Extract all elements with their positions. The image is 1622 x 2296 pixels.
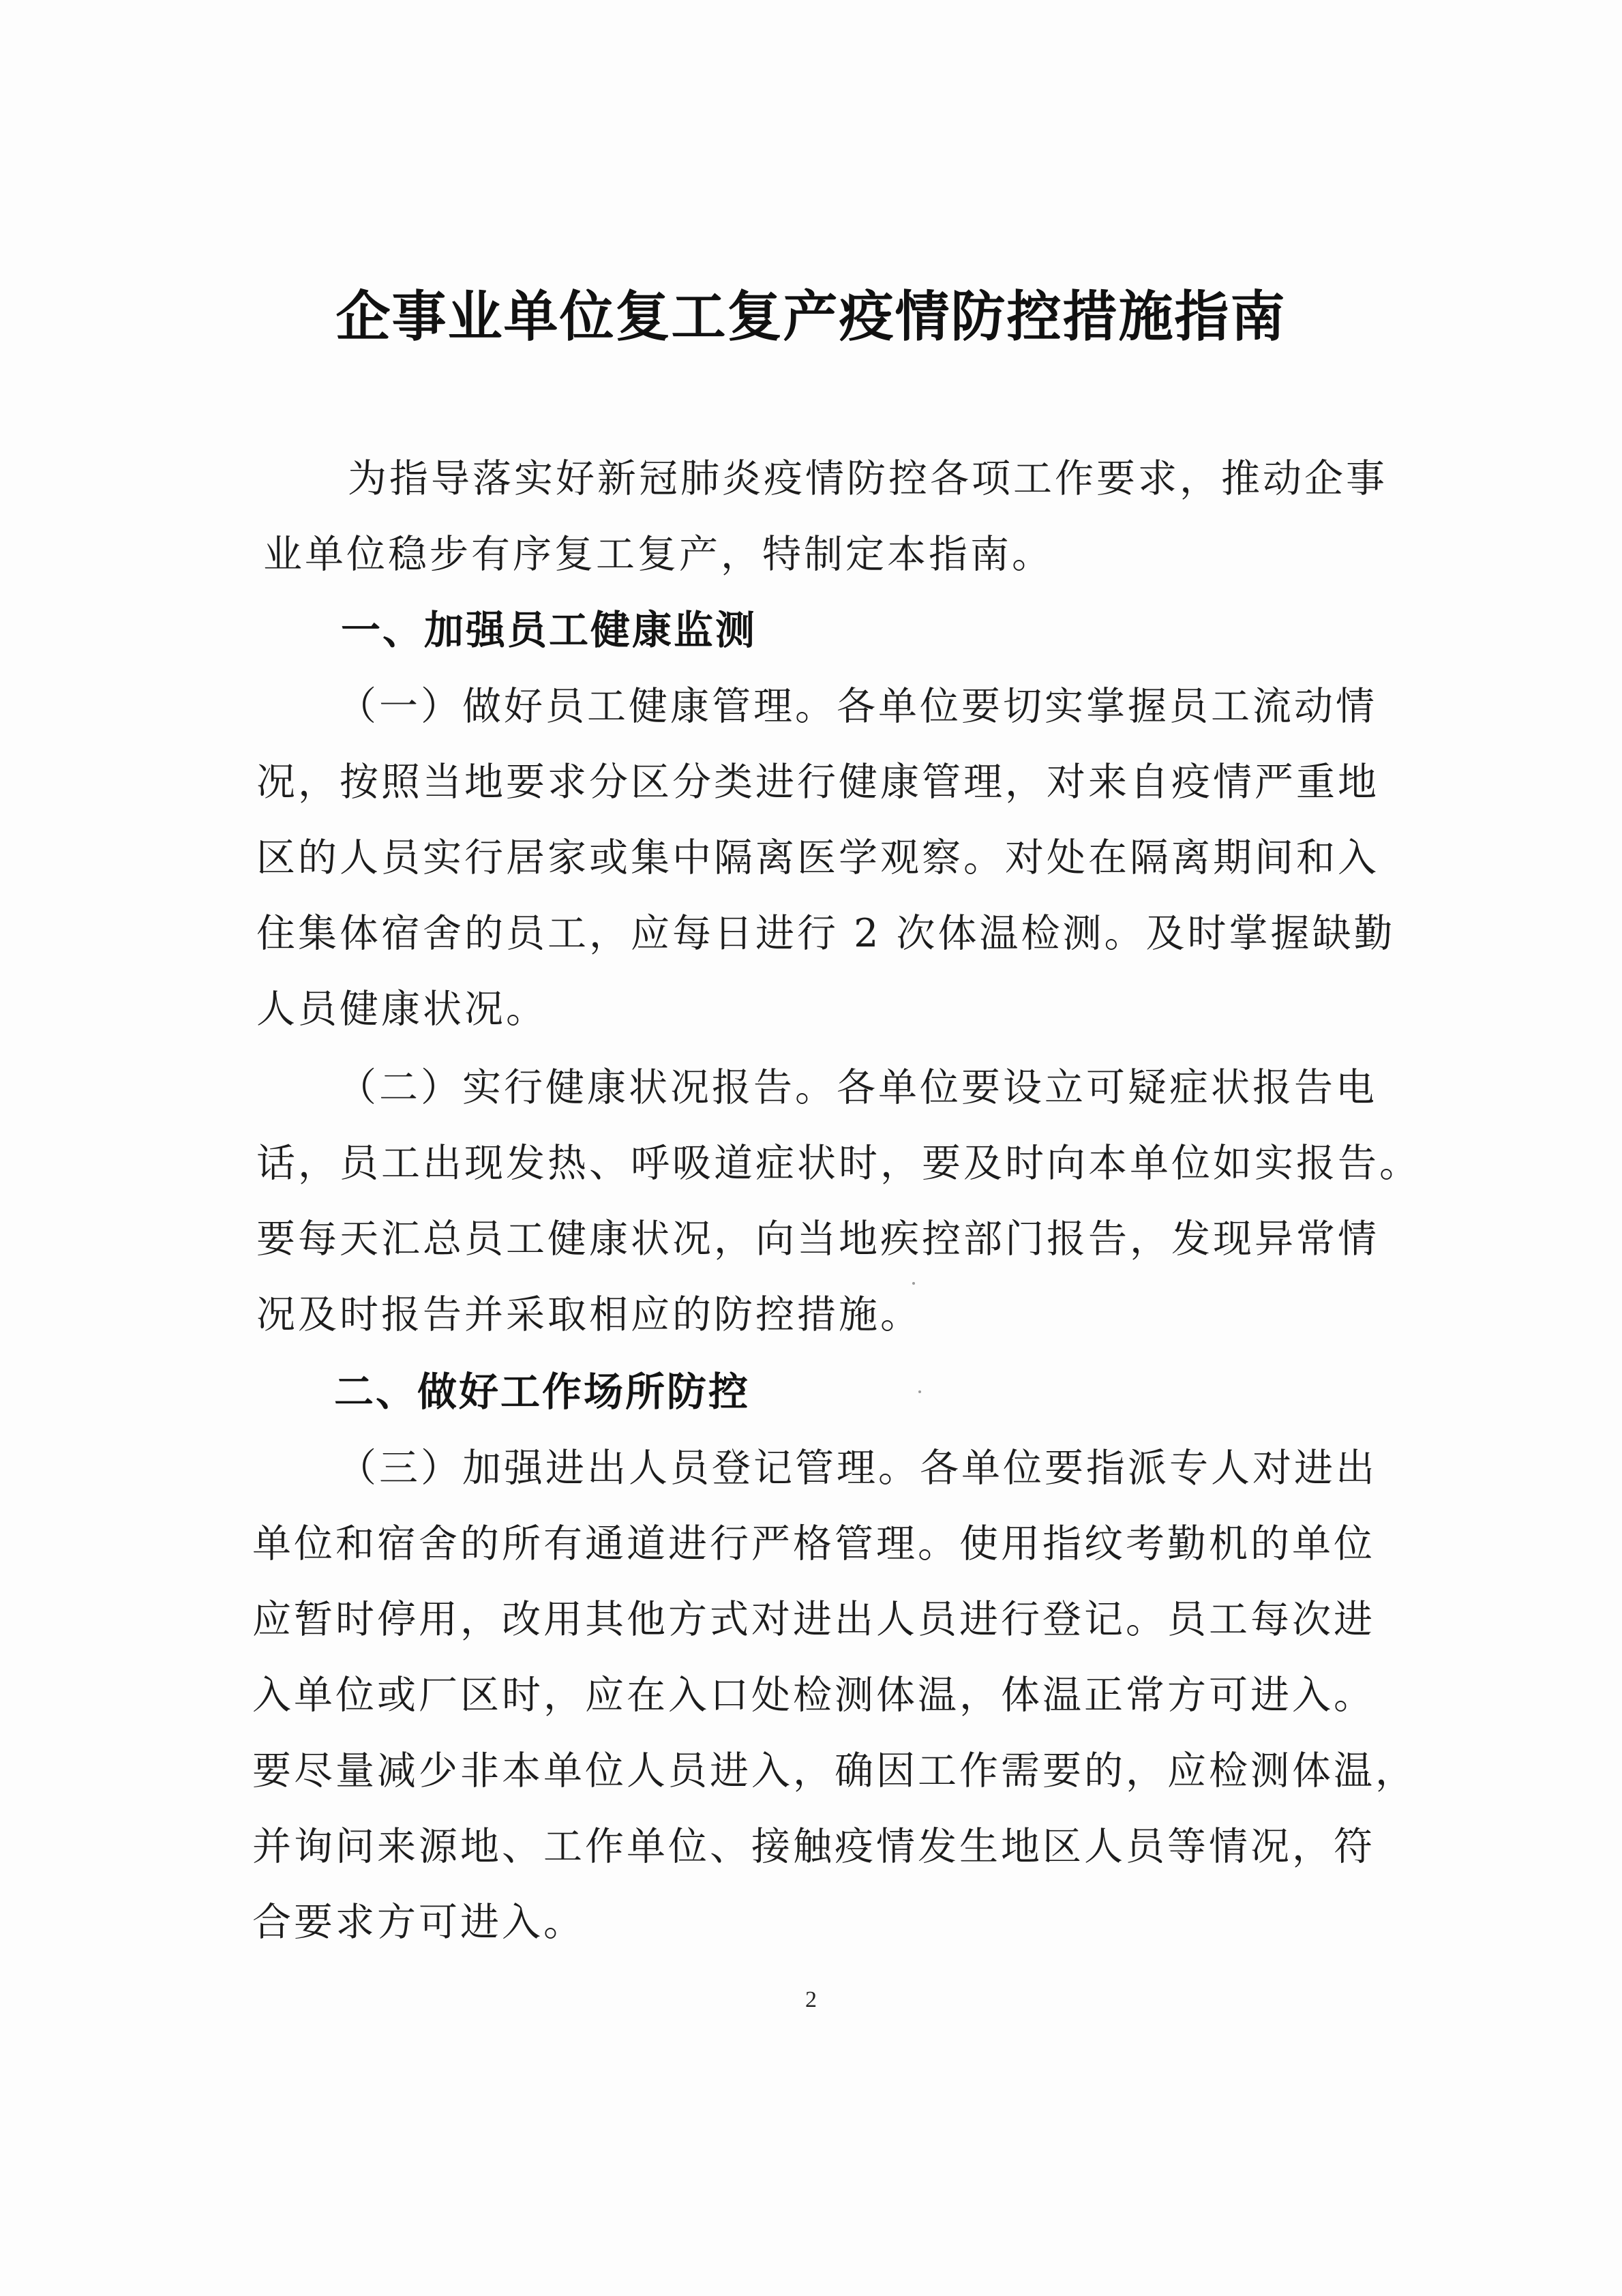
body-line: 要每天汇总员工健康状况，向当地疾控部门报告，发现异常情 <box>256 1217 1379 1262</box>
body-line: （三）加强进出人员登记管理。各单位要指派专人对进出 <box>337 1446 1377 1491</box>
body-line: 人员健康状况。 <box>256 987 547 1032</box>
page-number: 2 <box>805 1987 817 2012</box>
scan-speck <box>912 1282 915 1285</box>
body-line: 为指导落实好新冠肺炎疫情防控各项工作要求，推动企事 <box>348 456 1387 501</box>
section-heading: 一、加强员工健康监测 <box>341 607 757 653</box>
body-line: 合要求方可进入。 <box>252 1900 585 1945</box>
body-line: 区的人员实行居家或集中隔离医学观察。对处在隔离期间和入 <box>256 835 1379 880</box>
scan-speck <box>918 1390 921 1393</box>
body-line: 住集体宿舍的员工，应每日进行 2 次体温检测。及时掌握缺勤 <box>256 911 1396 956</box>
body-line: （二）实行健康状况报告。各单位要设立可疑症状报告电 <box>337 1065 1377 1110</box>
body-line: 况及时报告并采取相应的防控措施。 <box>256 1292 922 1337</box>
body-line: 要尽量减少非本单位人员进入，确因工作需要的，应检测体温， <box>252 1748 1417 1793</box>
body-line: 应暂时停用，改用其他方式对进出人员进行登记。员工每次进 <box>252 1597 1375 1642</box>
body-line: 况，按照当地要求分区分类进行健康管理，对来自疫情严重地 <box>256 760 1379 805</box>
body-line: 话，员工出现发热、呼吸道症状时，要及时向本单位如实报告。 <box>256 1141 1421 1186</box>
body-line: 并询问来源地、工作单位、接触疫情发生地区人员等情况，符 <box>252 1824 1375 1869</box>
body-line: （一）做好员工健康管理。各单位要切实掌握员工流动情 <box>337 684 1377 729</box>
body-line: 业单位稳步有序复工复产，特制定本指南。 <box>263 532 1053 577</box>
section-heading: 二、做好工作场所防控 <box>334 1369 751 1415</box>
document-title: 企事业单位复工复产疫情防控措施指南 <box>335 285 1287 348</box>
body-line: 入单位或厂区时，应在入口处检测体温，体温正常方可进入。 <box>252 1673 1375 1718</box>
body-line: 单位和宿舍的所有通道进行严格管理。使用指纹考勤机的单位 <box>252 1521 1375 1566</box>
